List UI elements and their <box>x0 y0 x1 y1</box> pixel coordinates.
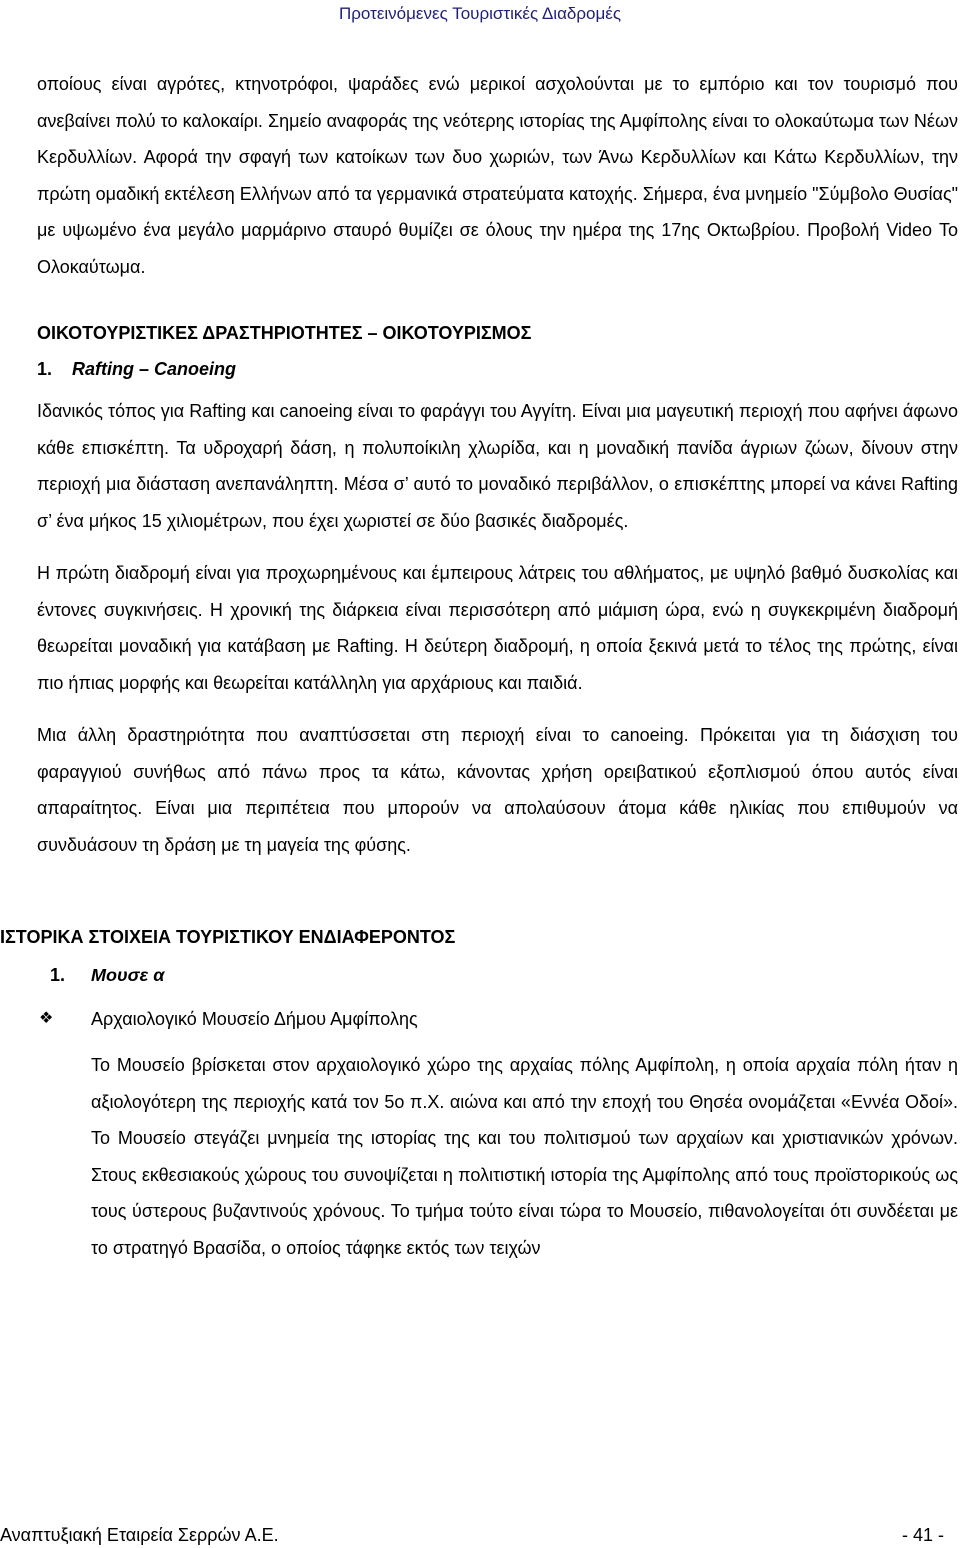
footer-page-number: - 41 - <box>901 1525 944 1545</box>
history-item-title: Μουσε α <box>91 965 165 985</box>
page-header: Προτεινόμενες Τουριστικές Διαδρομές <box>338 4 622 23</box>
eco-paragraph-3: Μια άλλη δραστηριότητα που αναπτύσσεται στη περιοχή είναι το canoeing. Πρόκειται για τη διάσχιση του φαραγγιού συνήθως από πάνω προς τα κάτω, κάνοντας χρήση ορειβατικού εξοπλισμού όπου αυτός είναι απαραίτητος. Είναι μια περιπέτεια που μπορούν να απολαύσουν άτομα κάθε ηλικίας που επιθυμούν να συνδυάσουν τη δράση με τη μαγεία της φύσης. <box>37 725 958 855</box>
document-body <box>0 66 959 1266</box>
eco-item-heading <box>37 351 958 387</box>
eco-item-number: 1. <box>37 359 53 379</box>
history-item-number: 1. <box>50 965 66 985</box>
page-footer <box>0 1520 960 1548</box>
museum-bullet-label: Αρχαιολογικό Μουσείο Δήμου Αμφίπολης <box>91 1009 418 1029</box>
history-section-heading: ΙΣΤΟΡΙΚΑ ΣΤΟΙΧΕΙΑ ΤΟΥΡΙΣΤΙΚΟΥ ΕΝΔΙΑΦΕΡΟΝΤΟΣ <box>0 927 456 947</box>
museum-bullet-item <box>37 1001 958 1037</box>
museum-paragraph: Το Μουσείο βρίσκεται στον αρχαιολογικό χώρο της αρχαίας πόλης Αμφίπολη, η οποία αρχαία πόλη ήταν η αξιολογότερη της περιοχής κατά τον 5ο π.Χ. αιώνα και από την εποχή του Θησέα ονομάζεται «Εννέα Οδοί». Το Μουσείο στεγάζει μνημεία της ιστορίας της και του πολιτισμού των αρχαίων και χριστιανικών χρόνων. Στους εκθεσιακούς χώρους του συνοψίζεται η πολιτιστική ιστορία της Αμφίπολης από τους προϊστορικούς ως τους ύστερους βυζαντινούς χρόνους. Το τμήμα τούτο είναι τώρα το Μουσείο, πιθανολογείται ότι συνδέεται με το στρατηγό Βρασίδα, ο οποίος τάφηκε εκτός των τειχών <box>91 1055 958 1258</box>
eco-section-heading: ΟΙΚΟΤΟΥΡΙΣΤΙΚΕΣ ΔΡΑΣΤΗΡΙΟΤΗΤΕΣ – ΟΙΚΟΤΟΥΡΙΣΜΟΣ <box>37 323 532 343</box>
diamond-bullet-icon: ❖ <box>39 1010 54 1027</box>
eco-item-title: Rafting – Canoeing <box>72 359 237 379</box>
eco-paragraph-1: Ιδανικός τόπος για Rafting και canoeing είναι το φαράγγι του Αγγίτη. Είναι μια μαγευτική περιοχή που αφήνει άφωνο κάθε επισκέπτη. Τα υδροχαρή δάση, η πολυποίκιλη χλωρίδα, και η μοναδική πανίδα άγριων ζώων, δίνουν στην περιοχή μια διάσταση ανεπανάληπτη. Μέσα σ’ αυτό το μοναδικό περιβάλλον, ο επισκέπτης μπορεί να κάνει Rafting σ’ ένα μήκος 15 χιλιομέτρων, που έχει χωριστεί σε δύο βασικές διαδρομές. <box>37 401 958 531</box>
history-item-heading <box>50 957 958 993</box>
eco-paragraph-2: Η πρώτη διαδρομή είναι για προχωρημένους και έμπειρους λάτρεις του αθλήματος, με υψηλό βαθμό δυσκολίας και έντονες συγκινήσεις. Η χρονική της διάρκεια είναι περισσότερη από μιάμιση ώρα, ενώ η συγκεκριμένη διαδρομή θεωρείται μοναδική για κατάβαση με Rafting. Η δεύτερη διαδρομή, η οποία ξεκινά μετά το τέλος της πρώτης, είναι πιο ήπιας μορφής και θεωρείται κατάλληλη για αρχάριους και παιδιά. <box>37 563 958 693</box>
footer-organization: Αναπτυξιακή Εταιρεία Σερρών Α.Ε. <box>0 1525 279 1545</box>
intro-paragraph: οποίους είναι αγρότες, κτηνοτρόφοι, ψαράδες ενώ μερικοί ασχολούνται με το εμπόριο και τον τουρισμό που ανεβαίνει πολύ το καλοκαίρι. Σημείο αναφοράς της νεότερης ιστορίας της Αμφίπολης είναι το ολοκαύτωμα των Νέων Κερδυλλίων. Αφορά την σφαγή των κατοίκων των δυο χωριών, των Άνω Κερδυλλίων και Κάτω Κερδυλλίων, την πρώτη ομαδική εκτέλεση Ελλήνων από τα γερμανικά στρατεύματα κατοχής. Σήμερα, ένα μνημείο "Σύμβολο Θυσίας" με υψωμένο ένα μεγάλο μαρμάρινο σταυρό θυμίζει σε όλους την ημέρα της 17ης Οκτωβρίου. Προβολή Video Το Ολοκαύτωμα. <box>37 74 959 277</box>
